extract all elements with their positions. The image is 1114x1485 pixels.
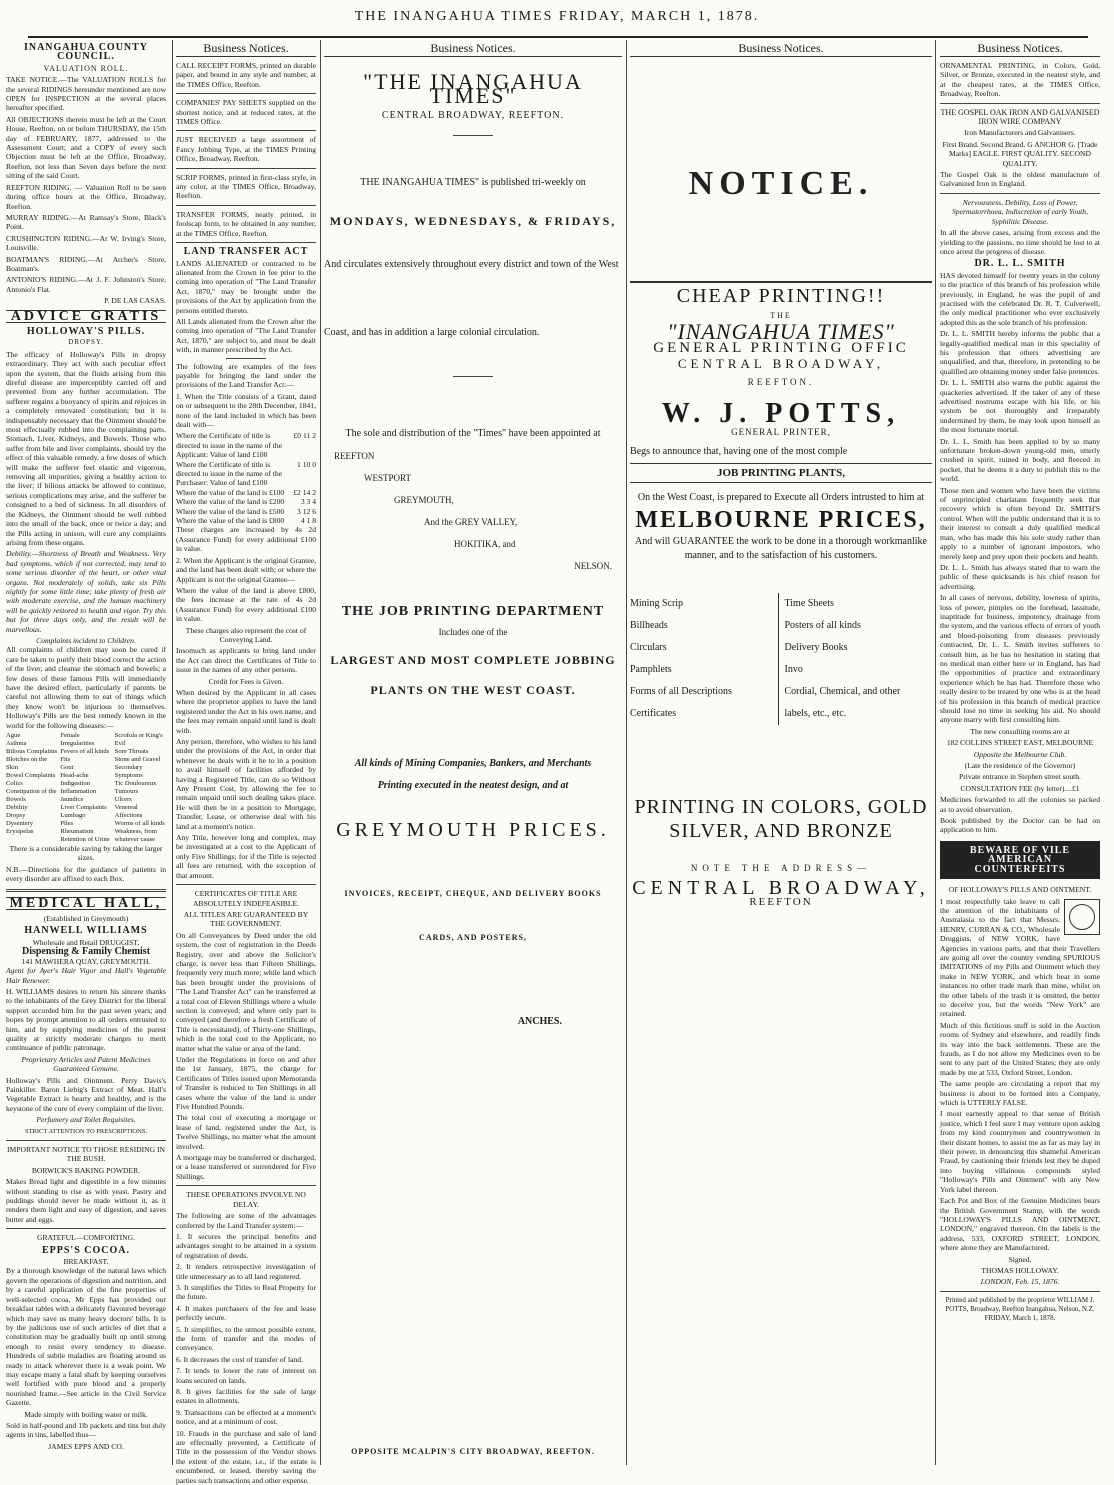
disease-item: Dropsy — [6, 812, 26, 820]
wholesale: Wholesale and Retail DRUGGIST, — [32, 937, 140, 947]
beware-banner: BEWARE OF VILE AMERICAN COUNTERFEITS — [940, 841, 1100, 879]
column-rule — [626, 40, 627, 1465]
fees-table — [176, 431, 316, 525]
holloway-text: The same people are circulating a report that my business is about to be formed into a Company, which is UTTERLY FALSE. — [940, 1079, 1100, 1108]
disease-item: Lumbago — [60, 812, 86, 820]
advantages-list — [176, 1232, 316, 1485]
advantage-item: 9. Transactions can be effected at a moment's notice, and at a minimum of cost. — [176, 1407, 316, 1427]
disease-item: Fevers of all kinds — [60, 748, 110, 756]
lta-text: Any Title, however long and complex, may be investigated at a cost to the Applicant of only Five Shillings; for if the Title is rejected all fees are returned, with the exception of that amount. — [176, 833, 316, 880]
divider — [226, 358, 266, 359]
town-item: WESTPORT — [364, 473, 411, 483]
reefton-2: REEFTON — [749, 896, 813, 908]
ornamental: ORNAMENTAL PRINTING, in Colors, Gold, Silver, or Bronze, executed in the neatest style, and at the cheapest rates, at the TIMES Office, Broadway, Reefton. — [940, 61, 1100, 99]
disease-item: Piles — [60, 820, 74, 828]
disease-item: Female Irregularities — [60, 732, 95, 748]
includes: Includes one of the — [438, 627, 508, 637]
begs: Begs to announce that, having one of the most comple — [630, 446, 848, 457]
column-heading: Business Notices. — [324, 40, 622, 57]
fee-row — [176, 516, 316, 525]
fee-description: Where the Certificate of title is directed to issue in the name of the Applicant: Value of land £100 — [176, 431, 283, 460]
late-residence: (Late the residence of the Governor) — [964, 761, 1076, 771]
medical-hall-heading: MEDICAL HALL, — [6, 897, 166, 910]
borwick: BORWICK'S BAKING POWDER. — [31, 1165, 141, 1175]
plants: PLANTS ON THE WEST COAST. — [370, 683, 576, 697]
column-heading: Business Notices. — [940, 40, 1100, 57]
lta-text: Insomuch as applicants to bring land under the Act can direct the Certificates of Title to issue in the names of any other persons. — [176, 646, 316, 675]
fee-amount: 3 12 6 — [297, 506, 316, 516]
fee-row — [176, 507, 316, 516]
disease-item: Indigestion — [60, 780, 90, 788]
column-3 — [324, 40, 622, 1465]
divider — [176, 242, 316, 243]
certificates-heading: CERTIFICATES OF TITLE ARE ABSOLUTELY INDEFEASIBLE. — [192, 889, 300, 908]
disease-item: Tumours — [114, 788, 139, 796]
all-kinds: All kinds of Mining Companies, Bankers, and Merchants — [354, 758, 592, 769]
product-item: Mining Scrip — [630, 598, 684, 609]
valuation-heading: VALUATION ROLL. — [43, 63, 129, 73]
masthead-rule — [28, 36, 1088, 38]
product-item: Circulars — [630, 642, 667, 653]
hanwell-williams: HANWELL WILLIAMS — [24, 925, 148, 937]
disease-item: Tic Douloureux — [114, 780, 157, 788]
divider — [176, 130, 316, 131]
nb-note: N.B.—Directions for the guidance of patients in every disorder are affixed to each Box. — [6, 864, 166, 884]
disease-item: Stone and Gravel — [114, 756, 161, 764]
general-printer: GENERAL PRINTER, — [731, 427, 831, 437]
divider — [940, 1291, 1100, 1292]
dispensing: Dispensing & Family Chemist — [21, 946, 151, 958]
divider — [176, 93, 316, 94]
product-item: Certificates — [630, 708, 677, 719]
divider — [453, 376, 493, 377]
lta-text: LANDS ALIENATED or contracted to be alienated from the Crown in fee prior to the coming into operation of "The Land Transfer Act, 1870," may be brought under the provisions of the Act by application from the persons entitled thereto. — [176, 258, 316, 315]
disease-item: Scrofula or King's Evil — [114, 732, 163, 748]
grateful: GRATEFUL—COMFORTING. — [36, 1233, 136, 1243]
land-transfer-heading: LAND TRANSFER ACT — [183, 246, 309, 258]
just-received: JUST RECEIVED a large assortment of Fancy Jobbing Type, at the TIMES Printing Office, Broadway, Reefton. — [176, 135, 316, 164]
town-item: REEFTON — [334, 451, 375, 461]
proprietary: Proprietary Articles and Patent Medicines Guaranteed Genuine. — [21, 1054, 151, 1074]
disease-item: Fits — [60, 756, 71, 764]
towns-list — [324, 445, 622, 577]
west-coast: On the West Coast, is prepared to Execute all Orders intrusted to him at — [637, 492, 925, 503]
disease-item: Retention of Urine — [60, 836, 110, 844]
lta-text: A mortgage may be transferred or discharged, or a lease transferred or surrendered for Five Shillings. — [176, 1153, 316, 1181]
made: Made simply with boiling water or milk. — [24, 1409, 148, 1419]
fee-description: Where the value of the land is £800 — [176, 516, 285, 526]
fee-description: Where the value of the land is £500 — [176, 506, 285, 516]
lta-text: Under the Regulations in force on and after the 1st January, 1875, the charge for Certificates of Titles issued upon Memoranda of Transfer is reduced to Ten Shillings in all cases where the value of the land is under Five Hundred Pounds. — [176, 1055, 316, 1112]
smith-text: Dr. L. L. Smith has been applied to by so many unfortunate broken-down young-old men, utterly crushed in spirit, ruined in body, and fleeced in pocket, that he deems it a duty to publish this to the world. — [940, 436, 1100, 484]
disease-item: Inflammation — [60, 788, 97, 796]
fee-amount: 4 1 8 — [300, 516, 316, 526]
printing-colors: PRINTING IN COLORS, GOLD SILVER, AND BRONZE — [634, 796, 928, 842]
divider — [940, 103, 1100, 104]
smith-text: Dr. L. L. SMITH hereby informs the public that a legally-qualified medical man in this speciality of his profession that others advertising are unqualified, and that, therefore, in pretending to be qualified are obtaining money under false pretences. — [940, 329, 1100, 376]
smith-heading: DR. L. L. SMITH — [974, 258, 1066, 270]
lta-text: Where the value of the land is above £800, the fees increase at the rate of 4s 2d (Assurance Fund) for every additional £100 in value. — [176, 585, 316, 624]
printing-executed: Printing executed in the neatest design, and at — [377, 780, 569, 791]
advantage-item: 1. It secures the principal benefits and advantages sought to be attained in a system of registration of deeds. — [176, 1231, 316, 1260]
invoices: INVOICES, RECEIPT, CHEQUE, AND DELIVERY BOOKS — [344, 889, 602, 898]
riding-reefton: REEFTON RIDING. — Valuation Roll to be seen during office hours at the Office, Broadway, Reefton. — [6, 182, 166, 211]
disease-item: Ague — [6, 732, 21, 740]
times-title: "THE INANGAHUA TIMES" — [363, 69, 583, 108]
credit-heading: Credit for Fees is Given. — [208, 676, 284, 686]
fee-row — [176, 497, 316, 506]
established: (Established in Greymouth) — [43, 914, 129, 924]
smith-text: Those men and women who have been the victims of unprincipled charlatans frequently seek that recovery which is often beyond Dr. SMITH'S control. When will the public understand that it is to their interest to consult a duly qualified medical man, who has made this his sole study rather than apply to a number of ignorant impostors, who merely keep and prey upon their pockets and health. — [940, 485, 1100, 561]
disease-item: Constipation of the Bowels — [6, 788, 57, 804]
divider — [176, 1185, 316, 1186]
holloway-text: Each Pot and Box of the Genuine Medicines bears the British Government Stamp, with the words "HOLLOWAY'S PILLS AND OINTMENT, LONDON," engraved thereon. On the labels is the address, 533, OXFORD STREET, LONDON, where alone they are Manufactured. — [940, 1196, 1100, 1253]
breakfast: BREAKFAST. — [63, 1257, 109, 1267]
nervous: Nervousness, Debility, Loss of Power, Spermatorrhoea, Indiscretion of early Youth, Syphilitic Disease. — [952, 197, 1088, 226]
fee-amount: 3 3 4 — [300, 497, 316, 507]
smith-text: HAS devoted himself for twenty years in the colony to the practice of this branch of his profession while previously, in England, he was the pupil of and practised with the celebrated Dr. R. T. Culverwell, the only medical practitioner who ever exclusively adopted this as the sole branch of his profession. — [940, 270, 1100, 327]
gospel-oak: THE GOSPEL OAK IRON AND GALVANISED IRON WIRE COMPANY — [940, 107, 1100, 127]
scrip-forms: SCRIP FORMS, printed in first-class style, in any color, at the TIMES Office, Broadway, Reefton. — [176, 172, 316, 201]
guaranteed-heading: ALL TITLES ARE GUARANTEED BY THE GOVERNMENT. — [183, 909, 309, 929]
reefton: REEFTON. — [747, 377, 815, 387]
imprint: Printed and published by the proprietor WILLIAM J. POTTS, Broadway, Reefton Inangahua, Nelson, N.Z. — [945, 1295, 1095, 1313]
days: MONDAYS, WEDNESDAYS, & FRIDAYS, — [329, 214, 617, 228]
oak-text: The Gospel Oak is the oldest manufacture of Galvanized Iron in England. — [940, 170, 1100, 189]
advantage-item: 4. It makes purchasers of the fee and lease perfectly secure. — [176, 1303, 316, 1323]
town-item: GREYMOUTH, — [394, 495, 454, 505]
valuation-objections: All OBJECTIONS thereto must be left at the Court House, Reefton, on or before THURSDAY, the 15th day of FEBRUARY, 1877, addressed to the Assessment Court; and a COPY of every such Objection must be left at the Office, Broadway, Reefton, not less than Seven days before the next sitting of the said Court. — [6, 114, 166, 181]
column-heading: Business Notices. — [630, 40, 932, 57]
brands: First Brand. Second Brand. G ANCHOR G. [Trade Marks] EAGLE. FIRST QUALITY. SECOND QUALITY. — [942, 139, 1098, 168]
fee-description: Where the Certificate of title is directed to issue in the name of the Purchaser: Value of land £100 — [176, 459, 283, 488]
central-broadway-2: CENTRAL BROADWAY, — [632, 877, 930, 899]
column-heading: Business Notices. — [176, 40, 316, 57]
advantage-item: 6. It decreases the cost of transfer of land. — [176, 1354, 303, 1364]
smith-text: Dr. L. L. SMITH also warns the public against the quackeries advertised. If the taker of any of these advertised nostrums escape with his life, or his system be not thoroughly and irreparably undermined by them, he may look upon himself as the most fortunate mortal. — [940, 378, 1100, 435]
perfumery: Perfumery and Toilet Requisites. — [36, 1115, 136, 1125]
lta-text: When desired by the Applicant in all cases where the proprietor applies to have the land registered under the Act in his own name, and the fees may remain unpaid until land is dealt with. — [176, 687, 316, 735]
opposite: OPPOSITE MCALPIN'S CITY BROADWAY, REEFTON. — [351, 1447, 595, 1456]
disease-item: Secondary Symptoms — [114, 764, 143, 780]
notice-heading: NOTICE. — [688, 165, 874, 202]
advantage-item: 7. It tends to lower the rate of interest on loans secured on lands. — [176, 1366, 316, 1385]
potts-name: W. J. POTTS, — [661, 398, 901, 429]
product-item: Delivery Books — [784, 642, 848, 653]
agents: The sole and distribution of the "Times" have been appointed at — [345, 428, 601, 439]
divider — [6, 1228, 166, 1229]
boxes-note: There is a considerable saving by taking the larger sizes. — [9, 844, 163, 863]
disease-item: Ulcers — [114, 796, 132, 804]
fee-row — [176, 488, 316, 497]
melbourne-prices: MELBOURNE PRICES, — [635, 507, 927, 533]
children-heading: Complaints incident to Children. — [36, 635, 136, 645]
disease-item: Sore Throats — [114, 748, 149, 756]
product-item: Time Sheets — [784, 598, 834, 609]
signature: P. DE LAS CASAS. — [104, 296, 166, 306]
holloway-text: I most earnestly appeal to that sense of British justice, which I feel sure I may venture upon asking from my kind countrymen and countrywomen in their distant homes, to assist me as far as may lay in their power, in denouncing this shameful American Fraud, by cautioning their friends lest they be duped into buying villainous compounds styled "Holloway's Pills and Ointment" with any New York label thereon. — [940, 1109, 1100, 1194]
lta-text: On all Conveyances by Deed under the old system, the cost of registration in the Deeds Registry, over and above the Solicitor's charge, is never less than Fifteen Shillings, frequently very much more; while land which has been brought under the provisions of "The Land Transfer Act" can be transferred at a total cost of Eleven Shillings where a whole section is conveyed; and where only part is conveyed (and therefore a fresh Certificate of Title is necessitated), of Thirty-one Shillings, which is the total cost to the Applicant, no matter what the value or area of the land. — [176, 930, 316, 1053]
times-address: CENTRAL BROADWAY, REEFTON. — [381, 110, 565, 121]
holloway-emblem-icon — [1064, 899, 1100, 935]
borwick-text: Makes Bread light and digestible in a few minutes without standing to rise as with yeast. Pastry and puddings should never be made without it, as it renders them light and easy of digestion, and saves butter and eggs. — [6, 1177, 166, 1224]
divider — [940, 193, 1100, 194]
epps-sign: JAMES EPPS AND CO. — [48, 1441, 124, 1451]
fee-amount: £0 11 2 — [293, 431, 316, 441]
disease-item: Bowel Complaints — [6, 772, 56, 780]
riding-antonios: ANTONIO'S RIDING.—At J. F. Johnston's Store, Antonio's Flat. — [6, 275, 166, 294]
manufacturers: Iron Manufacturers and Galvanisers. — [964, 128, 1076, 138]
divider — [176, 205, 316, 206]
imprint-date: FRIDAY, March 1, 1878. — [984, 1313, 1056, 1322]
desires: H. WILLIAMS desires to return his sincere thanks to the inhabitants of the Grey District for the liberal support accorded him for the past seven years; and hopes by prompt attention to all orders entrusted to him, and by supplying medicines of the purest quality at strictly moderate charges to merit continuance of public patronage. — [6, 986, 166, 1053]
signed: Signed, — [1008, 1254, 1032, 1264]
important: IMPORTANT NOTICE TO THOSE RESIDING IN THE BUSH. — [6, 1145, 166, 1164]
column-rule — [935, 40, 936, 1465]
cards: CARDS, AND POSTERS, — [419, 933, 527, 942]
disease-item: Debility — [6, 804, 28, 812]
column-rule — [172, 40, 173, 1465]
advantage-item: 10. Frauds in the purchase and sale of land are effectually prevented, a Certificate of Title in the possession of the Vendor shows the extent of the estate, i.e., if the estate is encumbered, or leased, thereby saving the parties such transactions and other expense. — [176, 1428, 316, 1485]
fee-description: Where the value of the land is £100 — [176, 487, 285, 497]
lta-text: All Lands alienated from the Crown after the coming into operation of "The Land Transfer Act, 1870," are subject to, and must be dealt with, in manner prescribed by the Act. — [176, 316, 316, 355]
disease-item: Dysentery — [6, 820, 34, 828]
the-label: THE — [770, 311, 792, 320]
fee-amount: £2 14 2 — [293, 487, 316, 497]
lta-text: 1. When the Title consists of a Grant, dated on or subsequent to the 28th December, 1841, none of the land included in which has been dealt with— — [176, 391, 316, 429]
smith-text: Dr. L. L. Smith has always stated that to warn the public of these quicksands is his chief reason for advertising. — [940, 562, 1100, 591]
transfer-forms: TRANSFER FORMS, neatly printed, in foolscap form, to be obtained in any number, at the TIMES Office, Reefton. — [176, 209, 316, 238]
lta-text: Any person, therefore, who wishes to his land under the provisions of the Act, in order that whenever he deals with it he to in a position to avail himself of facilities afforded by having a Registered Title, can do so Without Any Present Cost, by allowing the fee to remain unpaid until such dealing takes place. He will then be in a position to Mortgage, Transfer, Lease, or otherwise deal with his land at a moment's notice. — [176, 737, 316, 831]
advantage-item: 8. It gives facilities for the sale of large estates in allotments. — [176, 1387, 316, 1406]
smith-text: In all cases of nervous, debility, lowness of spirits, loss of power, pimples on the forehead, lassitude, inaptitude for business, impotency, drainage from the system, and the various effects of errors of youth and blood-poisoning from diseases previously contracted, Dr. L. L. Smith invites sufferers to consult him, as he has no hesitation in stating that no medical man either here or in England, has had the opportunities of practice and extraordinary experience which he has had. Therefore those who really desire to be treated by one who is at the head of his profession in this branch of medical practice should lose no time in seeking his aid. No should anyone marry with first consulting him. — [940, 593, 1100, 725]
lta-text: The total cost of executing a mortgage or lease of land, registered under the Act, is Twelve Shillings, no matter what the amount involved. — [176, 1113, 316, 1151]
circulates: And circulates extensively throughout every district and town of the West — [324, 259, 619, 270]
lta-text: The following are examples of the fees payable for bringing the land under the provisions of the Land Transfer Act:— — [176, 361, 316, 390]
divider — [6, 1140, 166, 1141]
central-broadway: CENTRAL BROADWAY, — [677, 356, 885, 371]
advantage-item: 5. It simplifies, to the utmost possible extent, the form of transfer and the modes of conveyance. — [176, 1324, 316, 1353]
agent: Agent for Ayer's Hair Vigor and Hall's Vegetable Hair Renewer. — [6, 966, 166, 985]
disease-item: Jaundice — [60, 796, 84, 804]
general-printing: GENERAL PRINTING OFFIC — [653, 340, 909, 356]
disease-item: Liver Complaints — [60, 804, 107, 812]
column-1 — [6, 40, 166, 1465]
product-list-right — [778, 593, 933, 725]
product-item: Invo — [784, 664, 803, 675]
fee-description: Where the value of the land is £200 — [176, 497, 285, 507]
council-heading: INANGAHUA COUNTY COUNCIL. — [23, 42, 149, 63]
lta-text: 2. When the Applicant is the original Grantee, and the land has been dealt with; or where the Applicant is not the original Grantee— — [176, 555, 316, 584]
divider — [176, 168, 316, 169]
all-above: In all the above cases, arising from excess and the yielding to the passions, no time should be lost to at once arrest the progress of disease. — [940, 228, 1100, 256]
coast: Coast, and has in addition a large colonial circulation. — [324, 327, 540, 338]
diseases-list — [6, 732, 166, 844]
product-item: Cordial, Chemical, and other — [784, 686, 901, 697]
riding-murray: MURRAY RIDING.—At Ramsay's Store, Black's Point. — [6, 212, 166, 232]
disease-item: Blotches on the Skin — [6, 756, 48, 772]
column-5 — [940, 40, 1100, 1465]
divider — [6, 889, 166, 892]
book: Book published by the Doctor can be had on application to him. — [940, 816, 1100, 835]
holloway-text: Much of this fictitious stuff is sold in the Auction rooms of Sydney and elsewhere, and readily finds its way into the back settlements. These are the frauds, as I do not allow my Medicines even to be sent to any part of the United States; they are only made by me at 533, Oxford Street, London. — [940, 1020, 1100, 1077]
disease-item: Rheumatism — [60, 828, 94, 836]
disease-item: Bilious Complaints — [6, 748, 58, 756]
town-item: HOKITIKA, and — [454, 539, 516, 549]
published: THE INANGAHUA TIMES" is published tri-weekly on — [360, 177, 586, 188]
column-2 — [176, 40, 316, 1485]
job-dept-heading: THE JOB PRINTING DEPARTMENT — [341, 604, 605, 619]
column-rule — [320, 40, 321, 1465]
private-entrance: Private entrance in Stephen street south. — [959, 772, 1081, 782]
holloway-date: LONDON, Feb. 15, 1876. — [980, 1277, 1060, 1287]
riding-boatmans: BOATMAN'S RIDING.—At Archer's Store, Boatman's. — [6, 254, 166, 273]
companies: COMPANIES' PAY SHEETS supplied on the shortest notice, and at reduced rates, at the TIMES Office. — [176, 98, 316, 127]
holloway-text: I most respectfully take leave to call the attention of the inhabitants of Australasia to the fact that Messrs. HENRY, CURRAN & CO., Wholesale Druggists, of NEW YORK, have Agencies in various parts, and that their Travellers are going all over the country vending SPURIOUS IMITATIONS of my Pills and Ointment which they make in NEW YORK, and which bear in some instances no other trade mark than mine, whilst on the other labels of the trash it is omitted, the better to deceive you, but the words "New York" are retained. — [940, 896, 1100, 1019]
medicines: Medicines forwarded to all the colonies so packed as to avoid observation. — [940, 795, 1100, 814]
call-receipt: CALL RECEIPT FORMS, printed on durable paper, and bound in any style and number, at the TIMES Office, Reefton. — [176, 61, 316, 89]
disease-item: Colics — [6, 780, 23, 788]
thomas-holloway: THOMAS HOLLOWAY. — [981, 1265, 1059, 1275]
disease-item: Gout — [60, 764, 74, 772]
job-plants: JOB PRINTING PLANTS, — [630, 463, 932, 483]
product-list — [630, 593, 932, 725]
column-4 — [630, 40, 932, 1465]
disease-item: Weakness, from whatever cause — [114, 828, 157, 844]
lta-text: The following are some of the advantages conferred by the Land Transfer system:— — [176, 1211, 316, 1230]
greymouth-prices: GREYMOUTH PRICES. — [336, 819, 610, 841]
disease-item: Worms of all kinds — [114, 820, 165, 828]
items: Holloway's Pills and Ointment. Perry Davis's Painkiller. Baron Liebig's Extract of Meat. Hall's Vegetable Extract is hearty and healthy, and is the keystone of the cure of every complaint of the liver. — [6, 1075, 166, 1113]
note-address: NOTE THE ADDRESS— — [690, 863, 872, 873]
strict: STRICT ATTENTION TO PRESCRIPTIONS. — [24, 1127, 148, 1135]
disease-item: Asthma — [6, 740, 27, 748]
debility-text: Debility.—Shortness of Breath and Weakness. Very bad symptoms, which if not corrected, may tend to some serious disorder of the heart, or other vital organs. Not moderately of solids, take six Pills nightly for some little time; take plenty of fresh air with moderate exercise, and the human machinery will be quickly restored to health and vigor. Try this but for three days only, and the result will be marvellous. — [6, 549, 166, 634]
address: 141 MAWHERA QUAY, GREYMOUTH. — [21, 956, 151, 966]
disease-item: Erysipelas — [6, 828, 34, 836]
cheap-printing: CHEAP PRINTING!! — [630, 281, 932, 303]
product-item: Billheads — [630, 620, 668, 631]
collins-street: 182 COLLINS STREET EAST, MELBOURNE — [946, 738, 1094, 748]
divider — [176, 884, 316, 885]
operations-heading: THESE OPERATIONS INVOLVE NO DELAY. — [186, 1190, 306, 1209]
product-item: Forms of all Descriptions — [630, 686, 732, 697]
fee-row — [176, 460, 316, 488]
valuation-notice: TAKE NOTICE.—The VALUATION ROLLS for the several RIDINGS hereunder mentioned are now OPEN for INSPECTION at the several places hereafter specified. — [6, 75, 166, 113]
advice-heading: ADVICE GRATIS — [6, 310, 166, 323]
dropsy-text: The efficacy of Holloway's Pills in dropsy extraordinary. They act with such peculiar effect upon the system, that the fluids arising from this direful disease are imperceptibly carried off and prevented from any further accumulation. The sufferer regains a buoyancy of spirits and rejoices in a completely renovated constitution; but it is indispensably necessary that the Ointment should be most effectually rubbed into the complaining parts. Stomach, Liver, Kidneys, and Bowels. Those who suffer from bile and liver complaints, should try the effect of this valuable remedy, a few doses of which will make the sufferer feel elastic and vigorous, removing all impurities, giving a healthy action to the liver; if bilious attacks be allowed to continue, serious complications may arise, and the sufferer be consigned to a bed of sickness. In all disorders of the Kidneys, the Ointment should be well rubbed into the small of the back, once or twice a day; and the Pills acting in unison, will cure any complaints arising from these organs. — [6, 349, 166, 547]
product-item: labels, etc., etc. — [784, 708, 847, 719]
disease-item: Head-ache — [60, 772, 89, 780]
fee-row — [176, 431, 316, 459]
riding-crushington: CRUSHINGTON RIDING.—At W. Irving's Store, Louisville. — [6, 233, 166, 253]
advantage-item: 3. It simplifies the Titles to Real Property for the future. — [176, 1282, 316, 1302]
largest: LARGEST AND MOST COMPLETE JOBBING — [330, 653, 616, 667]
masthead: THE INANGAHUA TIMES FRIDAY, MARCH 1, 1878. — [354, 9, 760, 24]
dropsy-heading: DROPSY. — [68, 338, 104, 347]
opposite-club: Opposite the Melbourne Club. — [973, 749, 1067, 759]
product-item: Pamphlets — [630, 664, 672, 675]
holloway-heading: HOLLOWAY'S PILLS. — [26, 325, 146, 337]
holloway-heading-2: OF HOLLOWAY'S PILLS AND OINTMENT. — [948, 885, 1092, 895]
fee-amount: 1 10 0 — [297, 459, 316, 469]
advantage-item: 2. It renders retrospective investigation of title unnecessary as to all land registered. — [176, 1262, 316, 1281]
children-text: All complaints of children may soon be cured if care be taken to purify their blood correct the action of the liver, and cleanse the stomach and bowels; a few doses of these famous Pills will immediately have the desired effect, particularly if parents be careful not allowing them to eat of things which they know won't be injurious to themselves. Holloway's Pills are the best remedy known in the world for the following diseases:— — [6, 645, 166, 730]
divider — [453, 135, 493, 136]
guarantee: And will GUARANTEE the work to be done in a thorough workmanlike manner, and to the satisfaction of his customers. — [635, 536, 927, 561]
times-name: "INANGAHUA TIMES" — [667, 319, 895, 344]
sold: Sold in half-pound and 1lb packets and tins but duly agents in tins, labelled thus— — [6, 1420, 166, 1440]
epps-text: By a thorough knowledge of the natural laws which govern the operations of digestion and nutrition, and by a careful application of the fine properties of well-selected cocoa, Mr Epps has provided our breakfast tables with a delicately flavoured beverage which may save us many heavy doctors' bills. It is by the judicious use of such articles of diet that a constitution may be gradually built up until strong enough to resist every tendency to disease. Hundreds of subtle maladies are floating around us ready to attack wherever there is a weak point. We may escape many a fatal shaft by keeping ourselves well fortified with pure blood and a properly nourished frame.—See article in the Civil Service Gazette. — [6, 1266, 166, 1408]
lta-text: These charges are increased by 4s 2d (Assurance Fund) for every additional £100 in value. — [176, 525, 316, 554]
disease-item: Venereal Affections — [114, 804, 143, 820]
product-item: Posters of all kinds — [784, 620, 861, 631]
consultation-fee: CONSULTATION FEE (by letter)....£1 — [960, 783, 1080, 793]
epps-heading: EPPS'S COCOA. — [41, 1244, 130, 1256]
lta-text: These charges also represent the cost of Conveying Land. — [185, 625, 307, 644]
product-list-left — [630, 593, 778, 725]
consult: The new consulting rooms are at — [970, 726, 1070, 736]
branches: ANCHES. — [517, 1016, 562, 1027]
town-item: And the GREY VALLEY, — [424, 517, 518, 527]
town-item: NELSON. — [574, 561, 612, 571]
